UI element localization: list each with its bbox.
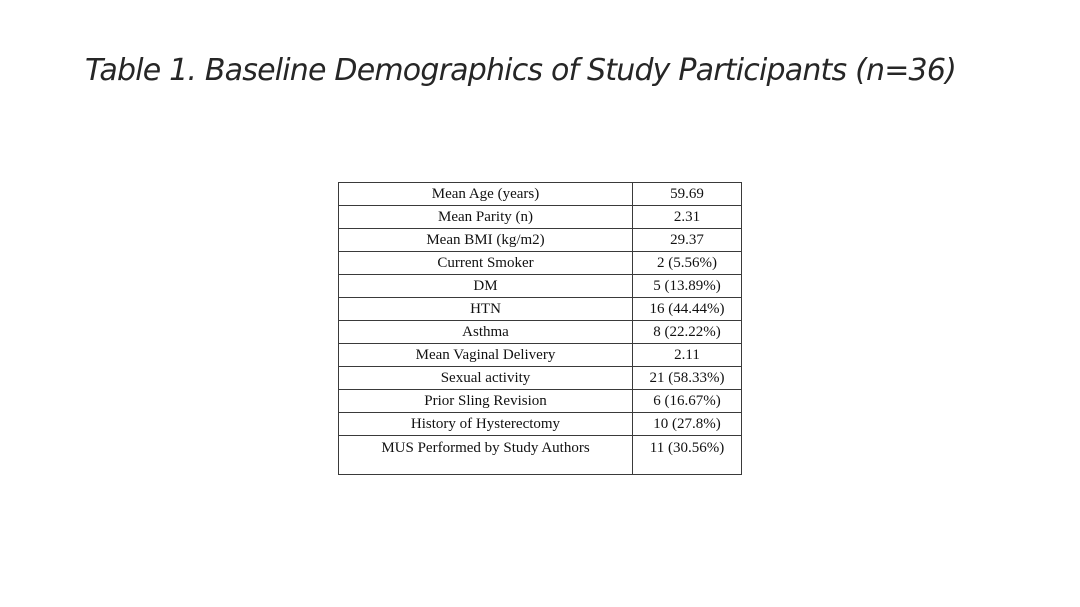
row-value: 2 (5.56%) [633, 252, 742, 275]
row-label: HTN [339, 298, 633, 321]
row-label: Asthma [339, 321, 633, 344]
table-row [339, 436, 742, 475]
slide-title: Table 1. Baseline Demographics of Study Participants (n=36) [85, 53, 957, 88]
table-row [339, 183, 742, 206]
row-label: Mean Age (years) [339, 183, 633, 206]
row-label: History of Hysterectomy [339, 413, 633, 436]
row-value: 10 (27.8%) [633, 413, 742, 436]
table-row [339, 229, 742, 252]
table-row [339, 275, 742, 298]
table-row [339, 321, 742, 344]
row-label: Mean BMI (kg/m2) [339, 229, 633, 252]
row-label: Mean Vaginal Delivery [339, 344, 633, 367]
row-value: 11 (30.56%) [633, 436, 742, 475]
table-row [339, 344, 742, 367]
row-value: 21 (58.33%) [633, 367, 742, 390]
table-row [339, 413, 742, 436]
row-value: 2.31 [633, 206, 742, 229]
row-value: 29.37 [633, 229, 742, 252]
row-value: 5 (13.89%) [633, 275, 742, 298]
table-row [339, 298, 742, 321]
row-value: 8 (22.22%) [633, 321, 742, 344]
table-row [339, 390, 742, 413]
row-label: MUS Performed by Study Authors [339, 436, 633, 475]
row-label: DM [339, 275, 633, 298]
table-row [339, 206, 742, 229]
row-label: Sexual activity [339, 367, 633, 390]
row-value: 16 (44.44%) [633, 298, 742, 321]
row-value: 59.69 [633, 183, 742, 206]
row-label: Current Smoker [339, 252, 633, 275]
demographics-table [338, 182, 742, 475]
table-row [339, 367, 742, 390]
row-value: 2.11 [633, 344, 742, 367]
table-row [339, 252, 742, 275]
row-label: Prior Sling Revision [339, 390, 633, 413]
row-label: Mean Parity (n) [339, 206, 633, 229]
row-value: 6 (16.67%) [633, 390, 742, 413]
